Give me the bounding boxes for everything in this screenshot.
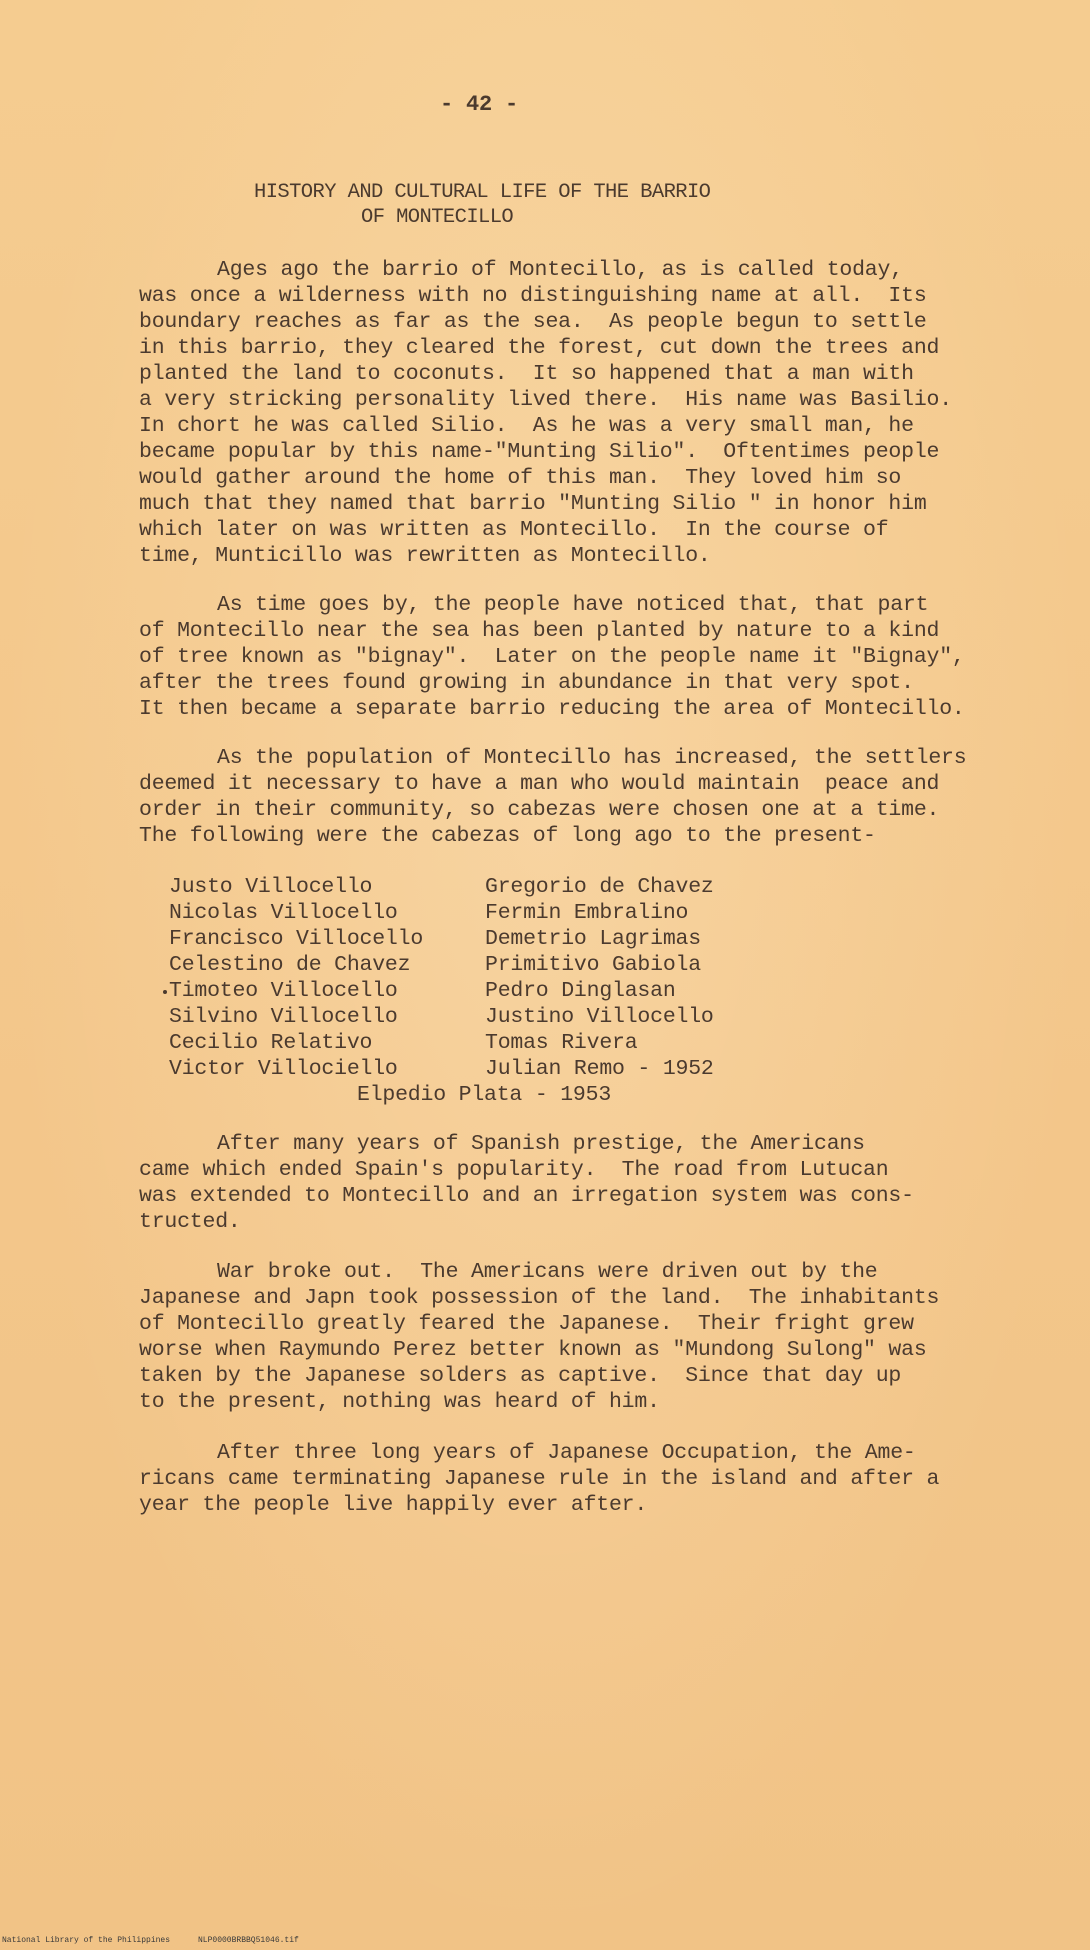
cabeza-name: Justino Villocello (485, 1005, 714, 1029)
cabeza-name: Gregorio de Chavez (485, 875, 714, 899)
text-line: a very stricking personality lived there. His name was Basilio. (139, 388, 952, 412)
text-line: in this barrio, they cleared the forest, cut down the trees and (139, 336, 940, 360)
cabeza-name: Nicolas Villocello (169, 901, 398, 925)
cabeza-name: Pedro Dinglasan (485, 979, 676, 1003)
text-line: which later on was written as Montecillo. In the course of (139, 518, 889, 542)
text-line: As time goes by, the people have noticed that, that part (217, 593, 929, 617)
footer-library-name: National Library of the Philippines (2, 1936, 171, 1945)
text-line: year the people live happily ever after. (139, 1493, 648, 1517)
text-line: In chort he was called Silio. As he was a very small man, he (139, 414, 914, 438)
title-line-1: HISTORY AND CULTURAL LIFE OF THE BARRIO (254, 181, 711, 204)
title-line-2: OF MONTECILLO (361, 206, 514, 229)
text-line: It then became a separate barrio reducing the area of Montecillo. (139, 697, 965, 721)
text-line: boundary reaches as far as the sea. As people begun to settle (139, 310, 927, 334)
cabeza-name: Julian Remo - 1952 (485, 1057, 714, 1081)
text-line: after the trees found growing in abundance in that very spot. (139, 671, 914, 695)
text-line: order in their community, so cabezas were chosen one at a time. (139, 798, 940, 822)
text-line: War broke out. The Americans were driven out by the (217, 1260, 878, 1284)
text-line: was once a wilderness with no distinguishing name at all. Its (139, 284, 927, 308)
text-line: much that they named that barrio "Munting Silio " in honor him (139, 492, 927, 516)
ink-speck (163, 990, 167, 994)
text-line: The following were the cabezas of long ago to the present- (139, 824, 876, 848)
text-line: Japanese and Japn took possession of the land. The inhabitants (139, 1286, 940, 1310)
cabeza-name: Demetrio Lagrimas (485, 927, 701, 951)
cabeza-name: Francisco Villocello (169, 927, 424, 951)
text-line: After three long years of Japanese Occupation, the Ame- (217, 1441, 916, 1465)
cabeza-name: Fermin Embralino (485, 901, 689, 925)
cabeza-name: Tomas Rivera (485, 1031, 638, 1055)
text-line: to the present, nothing was heard of him. (139, 1390, 660, 1414)
text-line: time, Munticillo was rewritten as Montecillo. (139, 544, 711, 568)
text-line: of tree known as "bignay". Later on the people name it "Bignay", (139, 645, 965, 669)
text-line: After many years of Spanish prestige, the Americans (217, 1132, 865, 1156)
cabeza-name: Celestino de Chavez (169, 953, 411, 977)
cabeza-name: Primitivo Gabiola (485, 953, 701, 977)
text-line: of Montecillo greatly feared the Japanese. Their fright grew (139, 1312, 914, 1336)
cabeza-name: Cecilio Relativo (169, 1031, 373, 1055)
cabeza-name-last: Elpedio Plata - 1953 (357, 1083, 612, 1107)
text-line: As the population of Montecillo has increased, the settlers (217, 746, 967, 770)
text-line: was extended to Montecillo and an irregation system was cons- (139, 1184, 914, 1208)
cabeza-name: Timoteo Villocello (169, 979, 398, 1003)
cabeza-name: Silvino Villocello (169, 1005, 398, 1029)
page-number: - 42 - (440, 92, 519, 117)
text-line: came which ended Spain's popularity. The road from Lutucan (139, 1158, 889, 1182)
text-line: tructed. (139, 1210, 241, 1234)
text-line: ricans came terminating Japanese rule in the island and after a (139, 1467, 940, 1491)
text-line: worse when Raymundo Perez better known as "Mundong Sulong" was (139, 1338, 927, 1362)
cabeza-name: Justo Villocello (169, 875, 373, 899)
text-line: became popular by this name-"Munting Silio". Oftentimes people (139, 440, 940, 464)
text-line: planted the land to coconuts. It so happened that a man with (139, 362, 914, 386)
text-line: would gather around the home of this man. They loved him so (139, 466, 902, 490)
text-line: Ages ago the barrio of Montecillo, as is called today, (217, 258, 903, 282)
footer-file-name: NLP0000BRBBQ51046.tif (198, 1936, 299, 1945)
text-line: taken by the Japanese solders as captive. Since that day up (139, 1364, 902, 1388)
text-line: deemed it necessary to have a man who would maintain peace and (139, 772, 940, 796)
cabeza-name: Victor Villociello (169, 1057, 398, 1081)
text-line: of Montecillo near the sea has been planted by nature to a kind (139, 619, 940, 643)
